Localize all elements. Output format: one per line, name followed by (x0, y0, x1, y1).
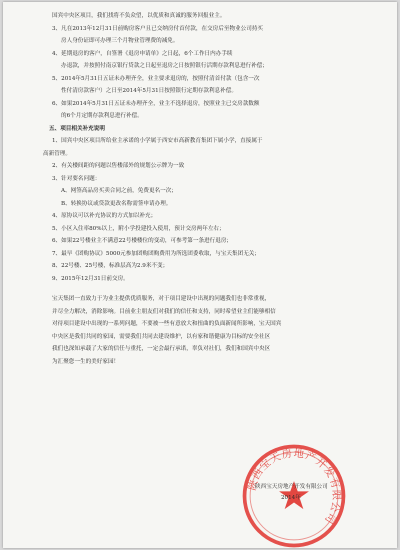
document-body (43, 10, 383, 368)
text-line: 高新管理。 (43, 150, 71, 157)
text-line: 4、延期退房的客户，自签署《退房申请单》之日起，6个工作日内办手续 (52, 50, 233, 57)
text-line: 8、22号楼、25号楼，标准层高为2.9米不变； (52, 263, 169, 269)
text-line: 并尽全力解决，消除影响。目前业主朋友们对我们的信任和支持，同时希望业主们能够相信 (52, 308, 276, 315)
text-line: 办退款，并按照付南京银行贷款之日起至退房之日按照银行活期存款利息进行补偿； (61, 63, 268, 69)
signature-date: 2014年 (281, 495, 301, 501)
signature-company: 陕西宝天房地产开发有限公司 (255, 484, 328, 490)
text-line: 为汇聚您一生的美好家园！ (52, 358, 120, 365)
text-line: 5、2014年5月31日五证未办理齐全，业主要求退房的，按照付清首付款（包含一次 (52, 75, 260, 82)
text-line: 2、有关楼间距的问题以售楼部外的规划公示牌为一致 (52, 163, 185, 169)
text-line: 房人身份证即可办理三个月物业管理费的减免。 (61, 38, 179, 44)
text-line: 我们也深知承载了大家的信任与重托，一定会最行承诺，辜负对社们，我们和国宾中央区 (52, 346, 271, 352)
text-line: 4、原协议可以补充协议的方式加以补充； (52, 213, 157, 219)
text-line: 5、小区入住率80%以上，附小学投建投入使用，预计交房两年左右； (52, 225, 225, 232)
text-line: 6、如果2014年5月31日五证未办理齐全，业主不选择退房，按照业主已交房款数额 (52, 100, 260, 107)
text-line: 1、国宾中央区项目所给业主承诺的小学属于西安市高新教育集团下属小学，直接属于 (52, 138, 263, 144)
section-heading: 五、项目相关补充说明 (49, 125, 105, 132)
text-line: A、网签高品房买卖合同之前，免费更名一次； (61, 188, 177, 194)
text-line: 3、针对要名问题： (52, 175, 101, 182)
text-line: 9、2015年12月31日前交房。 (52, 275, 129, 282)
text-line: 中央区是我们共同的家园，需要我们共同去建设维护，以有家和谐健康为目标的安全社区 (52, 333, 271, 340)
text-line: B、转换协议或贷款更改名称需签申请办理。 (61, 200, 172, 207)
text-line: 3、凡在2013年12月31日前购房客户且已交纳房付首付款，在交房后至物业公司持买 (52, 25, 264, 32)
text-line: 对待项目建设中出现的一系列问题，不要被一些有意放大和扭曲的负面新闻所影响，宝天国宾 (52, 321, 282, 327)
text-line: 的6个月定期存款利息进行补偿。 (61, 113, 143, 119)
text-line: 宝天集团一直致力于为业主提供优质服务，对于项目建设中出现的问题我们也非常重视， (52, 296, 271, 302)
paragraph-gap (43, 285, 383, 293)
text-line: 性付清房款客户）之日至2014年5月31日按照银行定期存款利息补偿。 (61, 88, 237, 94)
svg-text:陕西宝天房地产开发有限公司: 陕西宝天房地产开发有限公司 (246, 447, 343, 527)
text-line: 国宾中央区项目，我们找将不负众望，以优质和真诚的服务回报业主。 (52, 13, 226, 19)
document-page (3, 2, 397, 548)
text-line: 7、最早《团购协议》5000元参加团购团购费用为所选团委收取，与宝天集团无关； (52, 250, 260, 257)
text-line: 6、如果22号楼业主不满意22号楼楼位的变动，可参考第一条进行退房； (52, 238, 233, 244)
signature-block (255, 482, 328, 504)
